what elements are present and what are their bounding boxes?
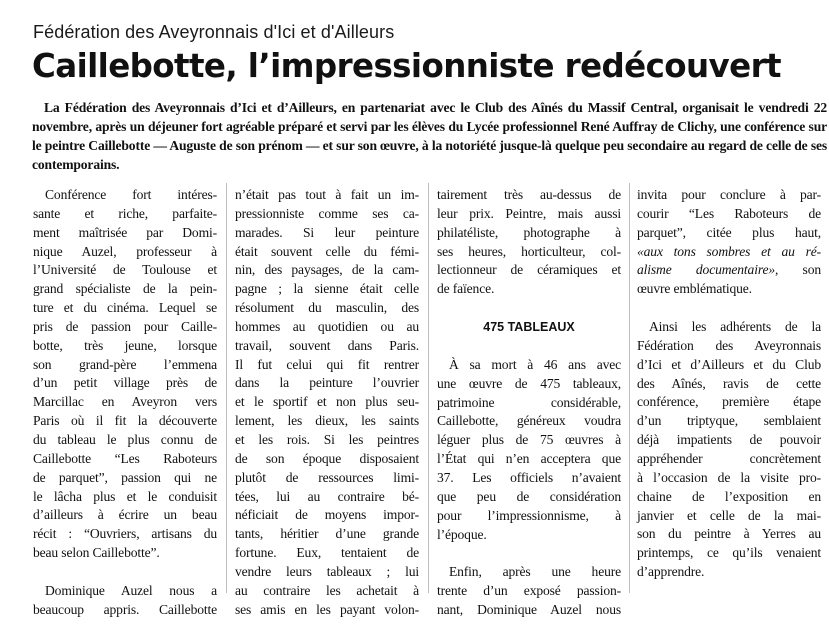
text-line: ses heures, horticulteur, col- [437,243,621,259]
text-line: nique Auzel, professeur à [33,243,217,259]
text-line: nant, Dominique Auzel nous [437,602,621,618]
text-line: que peu de considération [437,488,621,504]
text-line: invita pour conclure à par- [637,187,821,202]
paragraph [437,356,621,544]
text-line: 37. Les officiels n’avaient [437,469,621,485]
text-line: tées, lui au contraire bé- [235,488,419,504]
column-rule [428,183,429,593]
text-line: beaucoup appris. Caillebotte [33,601,217,617]
article-kicker: Fédération des Aveyronnais d'Ici et d'Ailleurs [33,22,395,42]
text-line: et le sportif et non plus seu- [235,394,419,410]
text-line: de parquet”, passion qui ne [33,469,217,485]
text-line: parquet”, citée plus haut, [637,224,821,240]
paragraph [437,186,621,299]
text-line: Caillebotte, généreux voudra [437,413,621,429]
text-line: l’époque. [437,526,487,542]
text-line: déjà impatients de pouvoir [637,432,821,448]
paragraph [235,186,419,619]
text-line: hommes au quotidien ou au [235,318,419,334]
text-line: d’un petit village près de [33,375,217,391]
text-fragment: , son [775,262,821,278]
text-line: son grand-père l’emmena [33,356,217,372]
text-line: travail, souvent dans Paris. [235,337,419,353]
text-line: léguer plus de 75 œuvres à [437,432,621,448]
text-line: était souvent celle du fémi- [235,243,419,259]
text-line: tairement très au-dessus de [437,187,621,202]
article-column-3 [437,186,621,620]
text-line: lement, les dieux, les saints [235,413,419,429]
text-line: pour l’impressionnisme, à [437,507,621,523]
text-line: d’apprendre. [637,564,705,580]
text-line [637,261,821,280]
text-line: nin, des paysages, de la cam- [235,262,419,278]
article-lead-paragraph: La Fédération des Aveyronnais d’Ici et d’Ailleurs, en partenariat avec le Club des Aînés du Massif Central, organisait le vendredi 22 novembre, après un déjeuner fort agréable préparé et servi par les élèves du Lycée professionnel René Auffray de Clichy, une conférence sur le peintre Caillebotte — Auguste de son prénom — et sur son œuvre, à la notoriété jusque-là quelque peu secondaire au regard de celle de ses contemporains. [32,100,827,172]
text-line: à l’occasion de la visite pro- [637,469,821,485]
text-line: une œuvre de 475 tableaux, [437,375,621,391]
text-line: de faïence. [437,281,495,297]
column-rule [226,183,227,593]
text-line: dans la peinture l’ouvrier [235,375,419,391]
text-line: Paris où il fit la découverte [33,413,217,429]
text-line: philatéliste, photographe à [437,224,621,240]
text-line: sante et riche, parfaite- [33,205,217,221]
text-line: œuvre emblématique. [637,281,752,297]
paragraph [33,582,217,620]
text-line: printemps, ce qu’ils venaient [637,545,821,561]
text-line: botte, très jeune, lorsque [33,337,217,353]
article-headline: Caillebotte, l’impressionniste redécouvert [32,47,781,85]
text-line: marades. Si leur peinture [235,224,419,240]
text-line: néficiait de moyens impor- [235,507,419,523]
text-line: pris de passion pour Caille- [33,318,217,334]
text-line: patrimoine considérable, [437,394,621,410]
text-line: Marcillac en Aveyron vers [33,394,217,410]
text-line: tants, héritier d’une grande [235,526,419,542]
text-line: du tableau le plus connu de [33,431,217,447]
text-line: récit : “Ouvriers, artisans du [33,526,217,542]
text-line [637,243,821,262]
quote-text: alisme documentaire» [637,262,775,278]
text-line: plutôt de ressources limi- [235,469,419,485]
text-line: et les rois. Si les peintres [235,431,419,447]
text-line: Caillebotte “Les Raboteurs [33,450,217,466]
text-line: trente d’un exposé passion- [437,583,621,599]
text-line: des Aînés, ravis de cette [637,375,821,391]
text-line: ment maîtrisée par Domi- [33,224,217,240]
text-line: le lâcha plus et le conduisit [33,488,217,504]
text-line: ses amis en les payant volon- [235,601,419,617]
paragraph [637,318,821,582]
article-column-1 [33,186,217,620]
text-line: appréhender concrètement [637,450,821,466]
text-line: vendre leurs tableaux ; lui [235,563,419,579]
text-line: À sa mort à 46 ans avec [449,356,621,372]
text-line: Il fut celui qui fit rentrer [235,356,419,372]
text-line: Ainsi les adhérents de la [649,319,821,335]
text-line: Fédération des Aveyronnais [637,337,821,353]
text-line: de son époque disposaient [235,450,419,466]
text-line: pagne ; la sienne était celle [235,281,419,297]
text-line: au contraire les achetait à [235,582,419,598]
text-line: conférence, première étape [637,394,821,410]
text-line: chaine de l’exposition en [637,488,821,504]
text-line: janvier et celle de la mai- [637,507,821,523]
paragraph [637,186,821,299]
text-line: courir “Les Raboteurs de [637,205,821,221]
text-line: l’Université de Toulouse et [33,262,217,278]
text-line: Conférence fort intéres- [45,187,217,202]
text-line: l’État qui n’en acceptera que [437,451,621,467]
text-line: fortune. Eux, tentaient de [235,545,419,561]
text-line: ture et du cinéma. Lequel se [33,300,217,316]
article-column-2 [235,186,419,619]
text-line: résolument du masculin, des [235,300,419,316]
text-line: leur prix. Peintre, mais aussi [437,205,621,221]
text-line: son du peintre à Yerres au [637,526,821,542]
article-column-4 [637,186,821,582]
text-line: n’était pas tout à fait un im- [235,187,419,202]
paragraph [33,186,217,563]
text-line: Dominique Auzel nous a [45,582,217,598]
quote-text: «aux tons sombres et au ré- [637,243,821,259]
paragraph [437,563,621,620]
column-rule [629,183,630,593]
text-line: lectionneur de céramiques et [437,262,621,278]
text-line: Enfin, après une heure [449,564,621,580]
text-line: d’ailleurs à écrire un beau [33,507,217,523]
text-line: grand spécialiste de la pein- [33,281,217,297]
text-line: pressionniste comme ses ca- [235,205,419,221]
text-line: d’Ici et d’Ailleurs et du Club [637,356,821,372]
text-line: d’un triptyque, semblaient [637,413,821,429]
section-subheading: 475 TABLEAUX [483,320,575,335]
text-line: beau selon Caillebotte”. [33,545,160,561]
